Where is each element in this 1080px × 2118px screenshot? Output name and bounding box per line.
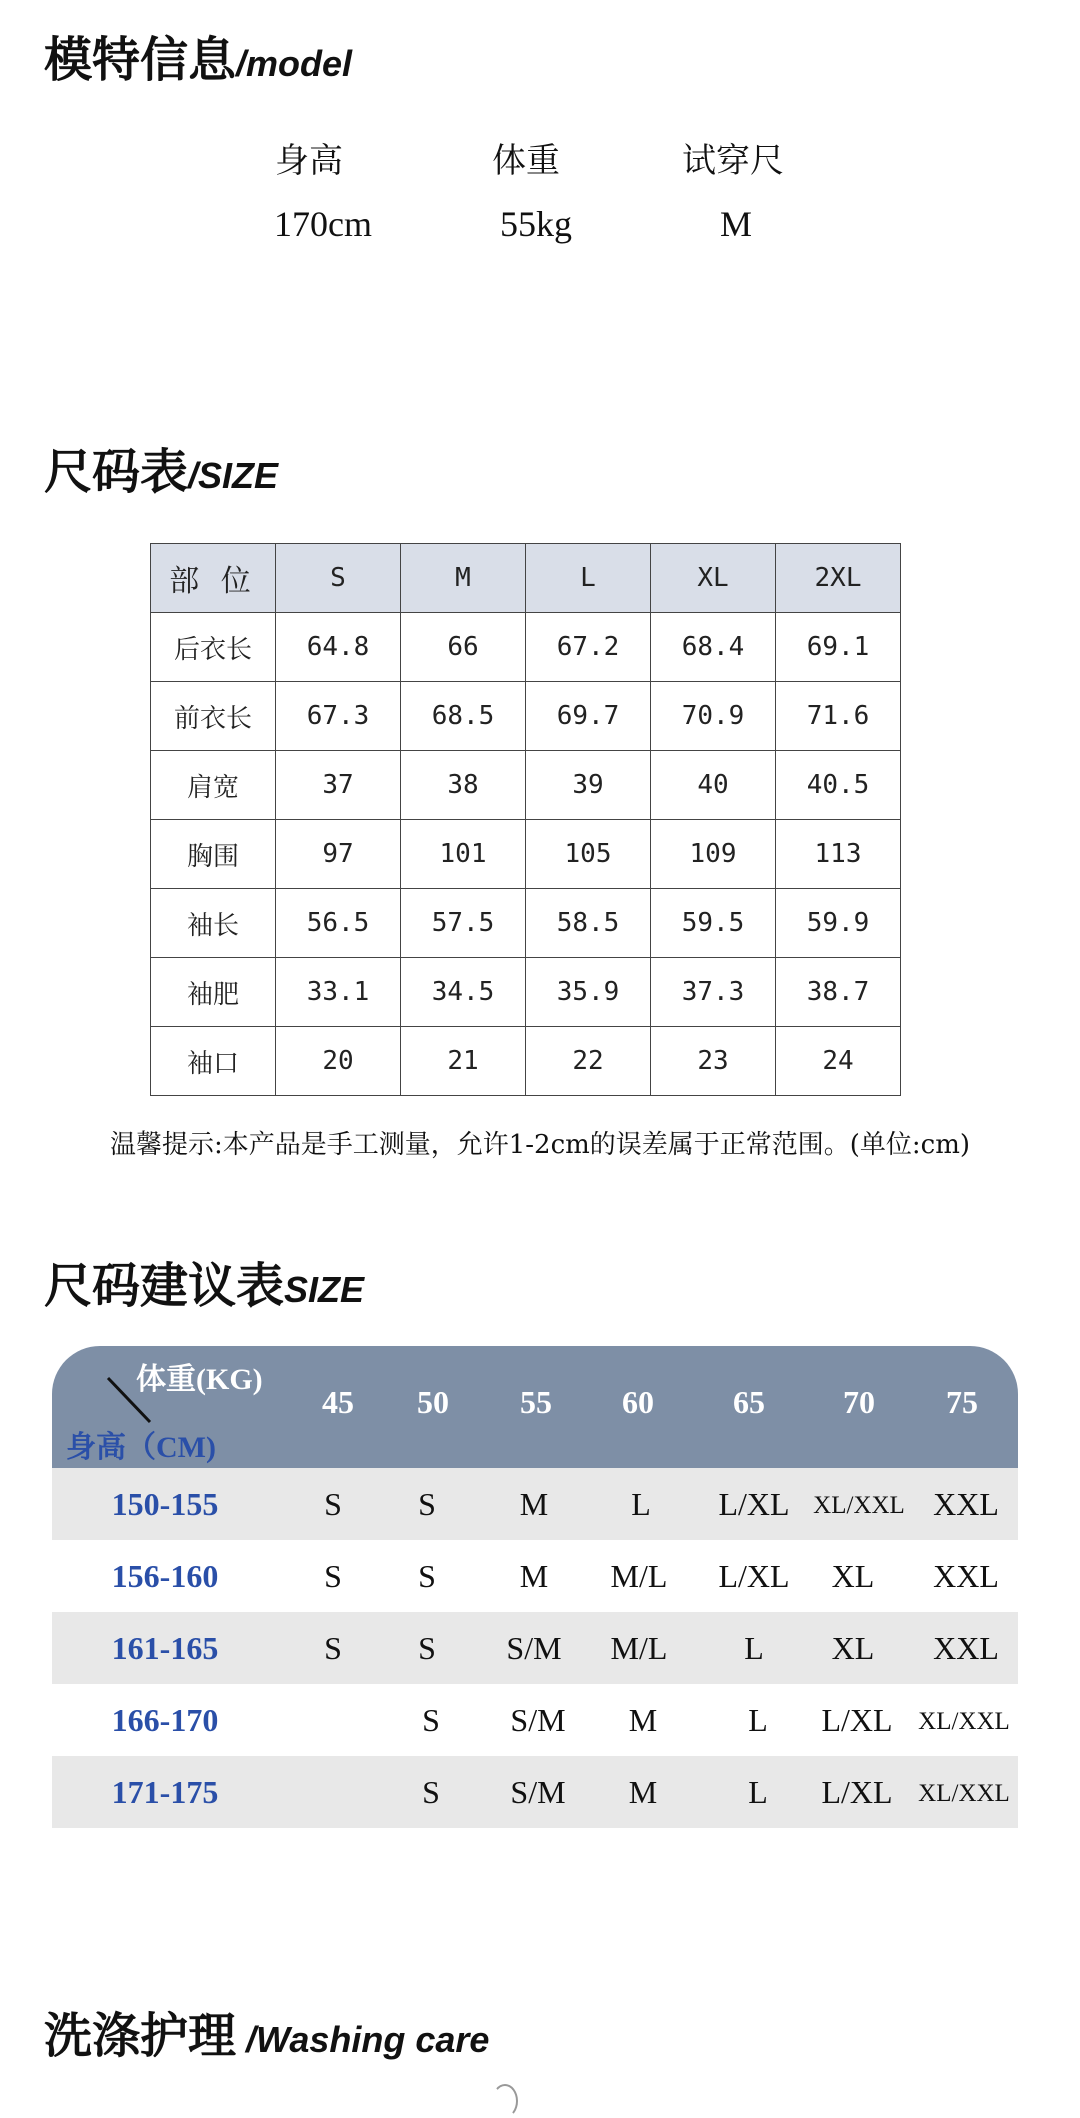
corner-height-label: 身高（CM) <box>66 1431 216 1464</box>
size-cell: 23 <box>651 1027 776 1096</box>
weight-col-65: 65 <box>733 1384 765 1420</box>
size-suggestion-cell: M <box>519 1558 549 1594</box>
size-title-cn: 尺码表 <box>44 444 189 500</box>
size-header-xl: XL <box>651 544 776 613</box>
suggestion-title-en: SIZE <box>284 1269 365 1310</box>
size-suggestion-cell: L <box>744 1630 764 1666</box>
size-suggestion-cell: S <box>422 1774 440 1810</box>
size-suggestion-cell: L <box>748 1702 768 1738</box>
model-label-weight: 体重 <box>492 141 560 181</box>
size-suggestion-cell: L/XL <box>821 1702 893 1738</box>
size-cell: 58.5 <box>526 889 651 958</box>
height-label: 171-175 <box>111 1774 219 1810</box>
size-cell: 109 <box>651 820 776 889</box>
size-suggestion-cell: S <box>324 1558 342 1594</box>
table-row <box>151 1027 901 1096</box>
table-row <box>52 1540 1018 1612</box>
size-row-part: 胸围 <box>151 820 276 889</box>
size-suggestion-cell: S <box>422 1702 440 1738</box>
size-cell: 22 <box>526 1027 651 1096</box>
table-row <box>151 820 901 889</box>
table-row <box>52 1468 1018 1540</box>
size-suggestion-cell: S <box>418 1486 436 1522</box>
size-cell: 34.5 <box>401 958 526 1027</box>
size-suggestion-cell: S/M <box>510 1702 566 1738</box>
measurement-tip: 温馨提示:本产品是手工测量，允许1-2cm的误差属于正常范围。(单位:cm) <box>109 1130 971 1160</box>
size-suggestion-cell: S <box>418 1630 436 1666</box>
suggestion-title-cn: 尺码建议表 <box>44 1258 285 1314</box>
size-cell: 20 <box>276 1027 401 1096</box>
table-row <box>151 751 901 820</box>
size-cell: 68.4 <box>651 613 776 682</box>
size-cell: 67.2 <box>526 613 651 682</box>
size-suggestion-cell: XL/XXL <box>918 1708 1010 1735</box>
size-suggestion-cell: XXL <box>933 1630 999 1666</box>
size-row-part: 前衣长 <box>151 682 276 751</box>
size-row-part: 袖口 <box>151 1027 276 1096</box>
height-label: 161-165 <box>111 1630 219 1666</box>
size-suggestion-cell: M/L <box>610 1630 668 1666</box>
size-suggestion-cell: M <box>628 1702 658 1738</box>
table-row <box>151 958 901 1027</box>
size-row-part: 肩宽 <box>151 751 276 820</box>
size-cell: 24 <box>776 1027 901 1096</box>
size-suggestion-cell: L/XL <box>718 1558 790 1594</box>
size-header-2xl: 2XL <box>776 544 901 613</box>
model-info <box>230 125 830 265</box>
weight-col-45: 45 <box>322 1384 354 1420</box>
size-section-title <box>44 444 279 500</box>
table-row <box>52 1756 1018 1828</box>
size-suggestion-cell: XL/XXL <box>918 1780 1010 1807</box>
weight-col-70: 70 <box>843 1384 875 1420</box>
size-header-s: S <box>276 544 401 613</box>
table-row <box>52 1684 1018 1756</box>
size-header-m: M <box>401 544 526 613</box>
size-cell: 97 <box>276 820 401 889</box>
size-cell: 37 <box>276 751 401 820</box>
size-cell: 59.5 <box>651 889 776 958</box>
size-suggestion-cell: S/M <box>510 1774 566 1810</box>
size-header-l: L <box>526 544 651 613</box>
size-title-en: /SIZE <box>188 455 279 496</box>
size-header-part: 部 位 <box>151 544 276 613</box>
care-section-title <box>44 2008 490 2064</box>
size-table <box>150 543 901 1096</box>
model-title-cn: 模特信息 <box>44 32 237 88</box>
weight-col-60: 60 <box>622 1384 654 1420</box>
size-suggestion-cell: M/L <box>610 1558 668 1594</box>
size-cell: 33.1 <box>276 958 401 1027</box>
weight-col-50: 50 <box>417 1384 449 1420</box>
size-suggestion-table <box>52 1346 1018 1828</box>
size-suggestion-cell: XXL <box>933 1558 999 1594</box>
size-suggestion-cell: XL/XXL <box>813 1492 905 1519</box>
size-suggestion-cell: S <box>324 1630 342 1666</box>
size-cell: 69.7 <box>526 682 651 751</box>
weight-col-75: 75 <box>946 1384 978 1420</box>
model-label-height: 身高 <box>275 141 343 181</box>
size-suggestion-cell: M <box>519 1486 549 1522</box>
size-cell: 57.5 <box>401 889 526 958</box>
size-cell: 71.6 <box>776 682 901 751</box>
size-suggestion-cell: XL <box>831 1630 875 1666</box>
height-label: 156-160 <box>111 1558 219 1594</box>
size-cell: 66 <box>401 613 526 682</box>
care-title-en: /Washing care <box>236 2019 490 2060</box>
size-suggestion-cell: M <box>628 1774 658 1810</box>
table-row <box>52 1612 1018 1684</box>
model-value-height: 170cm <box>274 204 372 244</box>
table-row <box>151 613 901 682</box>
size-cell: 113 <box>776 820 901 889</box>
size-cell: 39 <box>526 751 651 820</box>
size-cell: 38 <box>401 751 526 820</box>
model-value-weight: 55kg <box>500 204 572 244</box>
size-cell: 38.7 <box>776 958 901 1027</box>
size-cell: 56.5 <box>276 889 401 958</box>
suggestion-header <box>52 1346 1018 1468</box>
size-row-part: 袖肥 <box>151 958 276 1027</box>
size-cell: 64.8 <box>276 613 401 682</box>
model-value-size: M <box>720 204 753 244</box>
size-suggestion-cell: L/XL <box>718 1486 790 1522</box>
size-cell: 101 <box>401 820 526 889</box>
model-title-en: /model <box>236 43 353 84</box>
size-suggestion-cell: L <box>631 1486 651 1522</box>
size-cell: 40.5 <box>776 751 901 820</box>
size-cell: 59.9 <box>776 889 901 958</box>
size-cell: 69.1 <box>776 613 901 682</box>
weight-col-55: 55 <box>520 1384 552 1420</box>
size-suggestion-cell: S/M <box>506 1630 562 1666</box>
care-title-cn: 洗涤护理 <box>44 2008 237 2064</box>
model-label-size: 试穿尺 <box>682 141 784 181</box>
size-cell: 67.3 <box>276 682 401 751</box>
size-table-header-row <box>151 544 901 613</box>
suggestion-section-title <box>44 1258 365 1314</box>
height-label: 166-170 <box>111 1702 219 1738</box>
size-cell: 37.3 <box>651 958 776 1027</box>
size-suggestion-cell: L/XL <box>821 1774 893 1810</box>
size-cell: 68.5 <box>401 682 526 751</box>
table-row <box>151 889 901 958</box>
size-row-part: 后衣长 <box>151 613 276 682</box>
table-row <box>151 682 901 751</box>
size-cell: 40 <box>651 751 776 820</box>
size-suggestion-cell: S <box>418 1558 436 1594</box>
size-cell: 105 <box>526 820 651 889</box>
size-cell: 70.9 <box>651 682 776 751</box>
height-label: 150-155 <box>111 1486 219 1522</box>
corner-weight-label: 体重(KG) <box>136 1363 263 1396</box>
size-suggestion-cell: S <box>324 1486 342 1522</box>
size-suggestion-cell: XL <box>831 1558 875 1594</box>
cropped-care-icon <box>492 2084 518 2118</box>
size-suggestion-cell: L <box>748 1774 768 1810</box>
model-section-title <box>44 32 353 88</box>
size-row-part: 袖长 <box>151 889 276 958</box>
size-suggestion-cell: XXL <box>933 1486 999 1522</box>
size-cell: 35.9 <box>526 958 651 1027</box>
size-cell: 21 <box>401 1027 526 1096</box>
